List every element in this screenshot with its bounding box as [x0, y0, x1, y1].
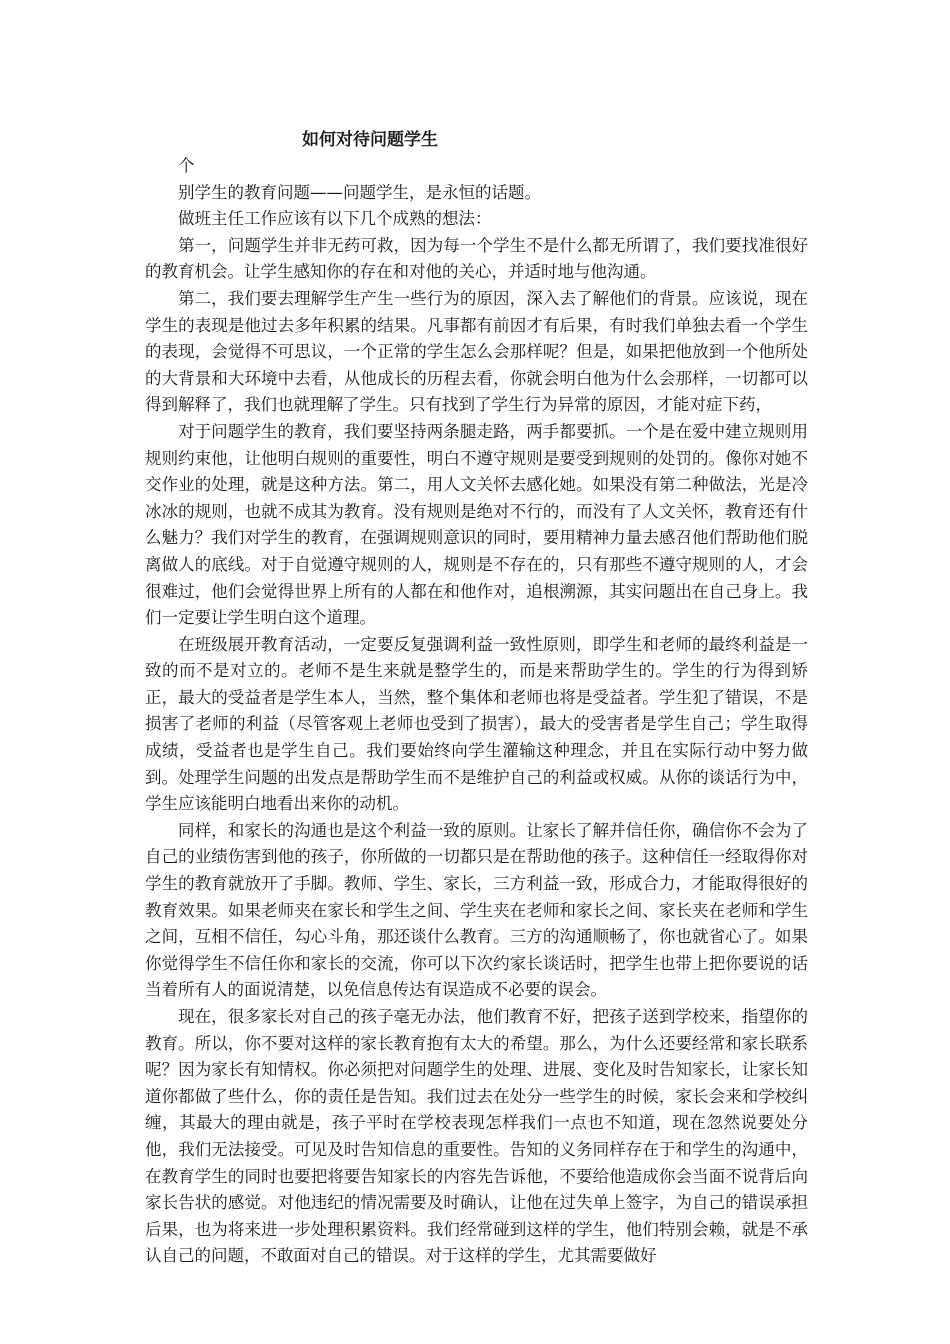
- paragraph-2: 别学生的教育问题——问题学生，是永恒的话题。: [178, 182, 541, 202]
- paragraph-9: 现在，很多家长对自己的孩子毫无办法，他们教育不好，把孩子送到学校来，指望你的教育。所以，你不要对这样的家长教育抱有太大的希望。那么，为什么还要经常和家长联系呢？因为家长有知情权。你必须把对问题学生的处理、进展、变化及时告知家长，让家长知道你都做了些什么，你的责任是告知。我们过去在处分一些学生的时候，家长会来和学校纠缠，其最大的理由就是，孩子平时在学校表现怎样我们一点也不知道，现在忽然说要处分他，我们无法接受。可见及时告知信息的重要性。告知的义务同样存在于和学生的沟通中，在教育学生的同时也要把将要告知家长的内容先告诉他，不要给他造成你会当面不说背后向家长告状的感觉。对他违纪的情况需要及时确认，让他在过失单上签字，为自己的错误承担后果，也为将来进一步处理积累资料。我们经常碰到这样的学生，他们特别会赖，就是不承认自己的问题，不敢面对自己的错误。对于这样的学生，尤其需要做好: [145, 1007, 808, 1266]
- paragraph-8: 同样，和家长的沟通也是这个利益一致的原则。让家长了解并信任你，确信你不会为了自己的业绩伤害到他的孩子，你所做的一切都只是在帮助他的孩子。这种信任一经取得你对学生的教育就放开了手脚。教师、学生、家长，三方利益一致，形成合力，才能取得很好的教育效果。如果老师夹在家长和学生之间、学生夹在老师和家长之间、家长夹在老师和学生之间，互相不信任，勾心斗角，那还谈什么教育。三方的沟通顺畅了，你也就省心了。如果你觉得学生不信任你和家长的交流，你可以下次约家长谈话时，把学生也带上把你要说的话当着所有人的面说清楚，以免信息传达有误造成不必要的误会。: [145, 820, 808, 1000]
- document-body: [145, 153, 808, 1270]
- paragraph-5: 第二，我们要去理解学生产生一些行为的原因，深入去了解他们的背景。应该说，现在学生的表现是他过去多年积累的结果。凡事都有前因才有后果，有时我们单独去看一个学生的表现，会觉得不可思议，一个正常的学生怎么会那样呢？但是，如果把他放到一个他所处的大背景和大环境中去看，从他成长的历程去看，你就会明白他为什么会那样，一切都可以得到解释了，我们也就理解了学生。只有找到了学生行为异常的原因，才能对症下药，: [145, 288, 808, 415]
- paragraph-4: 第一，问题学生并非无药可救，因为每一个学生不是什么都无所谓了，我们要找准很好的教育机会。让学生感知你的存在和对他的关心，并适时地与他沟通。: [145, 235, 808, 282]
- paragraph-7: 在班级展开教育活动，一定要反复强调利益一致性原则，即学生和老师的最终利益是一致的而不是对立的。老师不是生来就是整学生的，而是来帮助学生的。学生的行为得到矫正，最大的受益者是学生本人，当然，整个集体和老师也将是受益者。学生犯了错误，不是损害了老师的利益（尽管客观上老师也受到了损害），最大的受害者是学生自己；学生取得成绩，受益者也是学生自己。我们要始终向学生灌输这种理念，并且在实际行动中努力做到。处理学生问题的出发点是帮助学生而不是维护自己的利益或权威。从你的谈话行为中，学生应该能明白地看出来你的动机。: [145, 634, 808, 814]
- paragraph-1: 个: [178, 156, 195, 175]
- paragraph-3: 做班主任工作应该有以下几个成熟的想法：: [178, 209, 492, 229]
- document-title: 如何对待问题学生: [302, 130, 438, 150]
- paragraph-6: 对于问题学生的教育，我们要坚持两条腿走路，两手都要抓。一个是在爱中建立规则用规则约束他，让他明白规则的重要性，明白不遵守规则是要受到规则的处罚的。像你对她不交作业的处理，就是这种方法。第二，用人文关怀去感化她。如果没有第二种做法，光是冷冰冰的规则，也就不成其为教育。没有规则是绝对不行的，而没有了人文关怀，教育还有什么魅力？我们对学生的教育，在强调规则意识的同时，要用精神力量去感召他们帮助他们脱离做人的底线。对于自觉遵守规则的人，规则是不存在的，只有那些不遵守规则的人，才会很难过，他们会觉得世界上所有的人都在和他作对，追根溯源，其实问题出在自己身上。我们一定要让学生明白这个道理。: [145, 421, 808, 628]
